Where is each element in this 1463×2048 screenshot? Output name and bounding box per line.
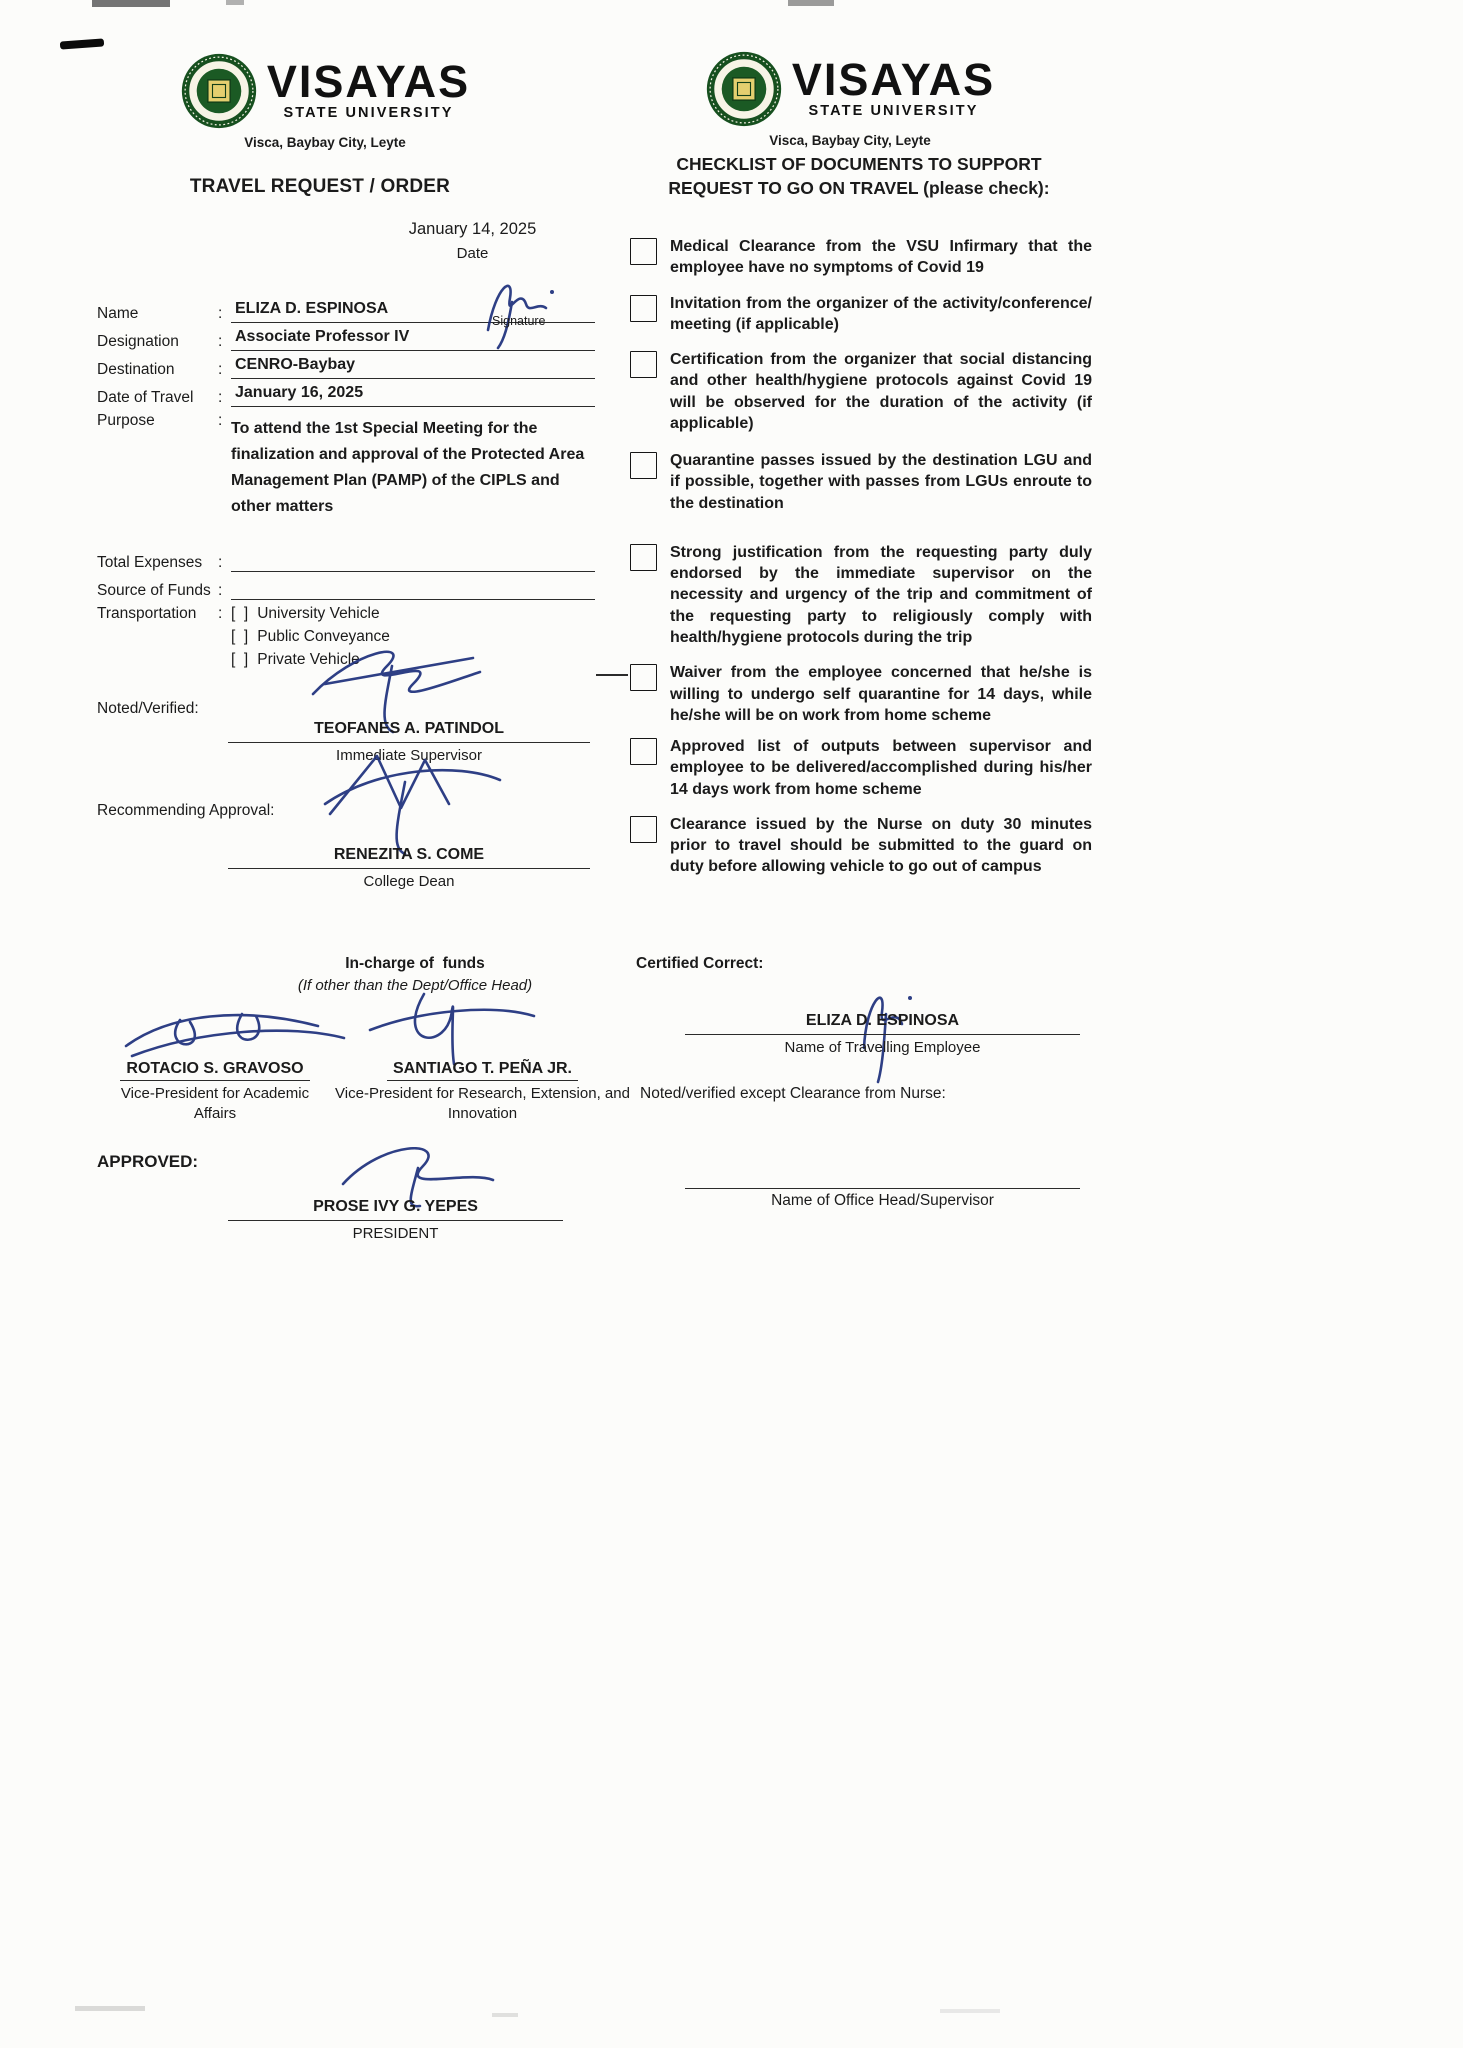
certified-correct-title: Name of Travelling Employee: [784, 1039, 981, 1056]
checklist-item-text: Waiver from the employee concerned that he/she is willing to undergo self quarantine for 14 days, while he/she will be on work from home scheme: [670, 664, 1092, 724]
vp-research-signatory: [330, 1060, 635, 1125]
recommending-approval-signatory: [228, 846, 590, 892]
checklist-item-medical-clearance: [630, 236, 1092, 279]
recommending-approval-name: RENEZITA S. COME: [228, 846, 590, 869]
president-signatory: [228, 1198, 563, 1244]
checkbox-empty: [630, 452, 657, 479]
incharge-of-funds-label: In-charge of funds: [345, 955, 485, 972]
field-source-of-funds-value: [231, 577, 595, 600]
transport-option-label: University Vehicle: [257, 605, 380, 622]
field-colon: :: [218, 389, 223, 406]
checklist-item-certification: [630, 349, 1092, 434]
checklist-item-invitation: [630, 293, 1092, 336]
field-date-of-travel-value: January 16, 2025: [231, 384, 595, 407]
field-purpose-label: Purpose: [97, 412, 155, 429]
field-colon: :: [218, 412, 223, 429]
date-label: Date: [456, 245, 489, 262]
vp-academic-name: ROTACIO S. GRAVOSO: [120, 1060, 309, 1081]
checklist-item-quarantine-passes: [630, 450, 1092, 514]
right-university-header: [695, 50, 1005, 148]
field-total-expenses: [97, 549, 595, 572]
checkbox-empty: [630, 238, 657, 265]
checklist-item-strong-justification: [630, 542, 1092, 648]
scan-artifact-top-left-mark: [60, 38, 104, 49]
field-colon: :: [218, 361, 223, 378]
transport-option-label: Private Vehicle: [257, 651, 360, 668]
certified-correct-name: ELIZA D. ESPINOSA: [685, 1012, 1080, 1035]
certified-correct-signatory: [685, 1012, 1080, 1058]
date-value: January 14, 2025: [408, 220, 537, 238]
university-address: Visca, Baybay City, Leyte: [769, 133, 931, 148]
field-source-of-funds: [97, 577, 595, 600]
field-name-value: ELIZA D. ESPINOSA: [231, 300, 595, 323]
checklist-item-nurse-clearance: [630, 814, 1092, 878]
field-destination: [97, 356, 595, 379]
office-head-signature-line: [685, 1162, 1080, 1189]
noted-verified-name: TEOFANES A. PATINDOL: [228, 720, 590, 743]
recommending-approval-title: College Dean: [363, 873, 455, 890]
scan-artifact-bottom-2: [492, 2013, 518, 2017]
scan-artifact-bottom-3: [940, 2009, 1000, 2013]
scan-artifact-top-edge-1: [92, 0, 170, 7]
field-designation: [97, 328, 595, 351]
field-transportation: [97, 605, 231, 623]
checklist-item-text: Strong justification from the requesting party duly endorsed by the immediate supervisor on the necessity and urgency of the trip and commitment of the requesting party to religiously comply with health/hygiene protocols during the trip: [670, 543, 1092, 646]
checklist-item-text: Certification from the organizer that social distancing and other health/hygiene protocols against Covid 19 will be observed for the duration of the activity (if applicable): [670, 351, 1092, 432]
field-colon: :: [218, 605, 223, 622]
office-head-label: Name of Office Head/Supervisor: [771, 1192, 994, 1209]
checklist-item-approved-outputs: [630, 736, 1092, 800]
checklist-title-line1: CHECKLIST OF DOCUMENTS TO SUPPORT: [676, 154, 1042, 174]
university-wordmark-sub: STATE UNIVERSITY: [808, 103, 979, 120]
left-university-header: [170, 52, 480, 150]
checklist-title-line2: REQUEST TO GO ON TRAVEL (please check):: [668, 178, 1050, 199]
field-destination-label: Destination: [97, 361, 175, 378]
transport-checkbox: [ ]: [231, 628, 249, 645]
checklist-item-waiver: [630, 662, 1092, 726]
approved-label: APPROVED:: [97, 1152, 199, 1171]
transport-option-university-vehicle: [231, 605, 380, 623]
recommending-approval-label: Recommending Approval:: [97, 802, 275, 819]
scan-artifact-top-edge-2: [226, 0, 244, 5]
field-colon: :: [218, 333, 223, 350]
university-address: Visca, Baybay City, Leyte: [244, 135, 406, 150]
form-title: TRAVEL REQUEST / ORDER: [189, 176, 451, 197]
checklist-item-text: Quarantine passes issued by the destination LGU and if possible, together with passes from LGUs enroute to the destination: [670, 452, 1092, 512]
field-total-expenses-value: [231, 549, 595, 572]
university-wordmark-sub: STATE UNIVERSITY: [283, 105, 454, 122]
field-date-of-travel-label: Date of Travel: [97, 389, 194, 406]
field-designation-value: Associate Professor IV: [231, 328, 595, 351]
scan-artifact-bottom-1: [75, 2006, 145, 2011]
field-colon: :: [218, 554, 223, 571]
field-date-of-travel: [97, 384, 595, 407]
checklist-item-text: Approved list of outputs between supervisor and employee to be delivered/accomplished during his/her 14 days work from home scheme: [670, 738, 1092, 798]
vp-academic-title: Vice-President for Academic Affairs: [120, 1085, 310, 1123]
field-source-of-funds-label: Source of Funds: [97, 582, 211, 599]
transport-option-label: Public Conveyance: [257, 628, 390, 645]
university-wordmark: VISAYAS: [791, 53, 996, 105]
field-name-label: Name: [97, 305, 139, 322]
vp-academic-signatory: [100, 1060, 330, 1125]
transport-checkbox: [ ]: [231, 651, 249, 668]
signature-pena: [352, 984, 542, 1070]
field-destination-value: CENRO-Baybay: [231, 356, 595, 379]
president-title: PRESIDENT: [352, 1225, 439, 1242]
checkbox-empty: [630, 295, 657, 322]
checklist-item-text: Invitation from the organizer of the activity/conference/ meeting (if applicable): [670, 294, 1092, 333]
vsu-seal-logo: [705, 50, 783, 128]
vsu-seal-logo: [180, 52, 258, 130]
date-block: [380, 220, 565, 262]
incharge-of-funds-note: (If other than the Dept/Office Head): [297, 977, 533, 994]
vp-research-name: SANTIAGO T. PEÑA JR.: [387, 1060, 578, 1081]
signature-caption: Signature: [492, 314, 546, 328]
university-wordmark: VISAYAS: [266, 55, 471, 107]
checkbox-empty: [630, 738, 657, 765]
noted-verified-title: Immediate Supervisor: [336, 747, 482, 764]
document-checklist: [630, 236, 1092, 892]
checklist-item-text: Medical Clearance from the VSU Infirmary that the employee have no symptoms of Covid 19: [670, 238, 1092, 277]
scan-artifact-top-edge-3: [788, 0, 834, 6]
field-colon: :: [218, 305, 223, 322]
field-designation-label: Designation: [97, 333, 179, 350]
field-colon: :: [218, 582, 223, 599]
checkbox-empty: [630, 544, 657, 571]
field-purpose-value: To attend the 1st Special Meeting for the finalization and approval of the Protected Area Management Plan (PAMP) of the CIPLS and other matters: [231, 420, 585, 515]
transport-checkbox: [ ]: [231, 605, 249, 622]
checkbox-empty: [630, 816, 657, 843]
vp-research-title: Vice-President for Research, Extension, and Innovation: [335, 1085, 630, 1123]
noted-except-nurse-label: Noted/verified except Clearance from Nurse:: [640, 1085, 946, 1102]
field-total-expenses-label: Total Expenses: [97, 554, 203, 571]
field-purpose: [97, 412, 231, 430]
checkbox-empty: [630, 351, 657, 378]
president-name: PROSE IVY G. YEPES: [228, 1198, 563, 1221]
signature-come: [305, 742, 520, 862]
checklist-item-text: Clearance issued by the Nurse on duty 30 minutes prior to travel should be submitted to the guard on duty before allowing vehicle to go out of campus: [670, 815, 1092, 876]
field-transportation-label: Transportation: [97, 605, 197, 622]
checklist-title: [628, 152, 1090, 200]
certified-correct-label: Certified Correct:: [636, 955, 764, 972]
noted-verified-label: Noted/Verified:: [97, 700, 199, 717]
checkbox-empty: [630, 664, 657, 691]
